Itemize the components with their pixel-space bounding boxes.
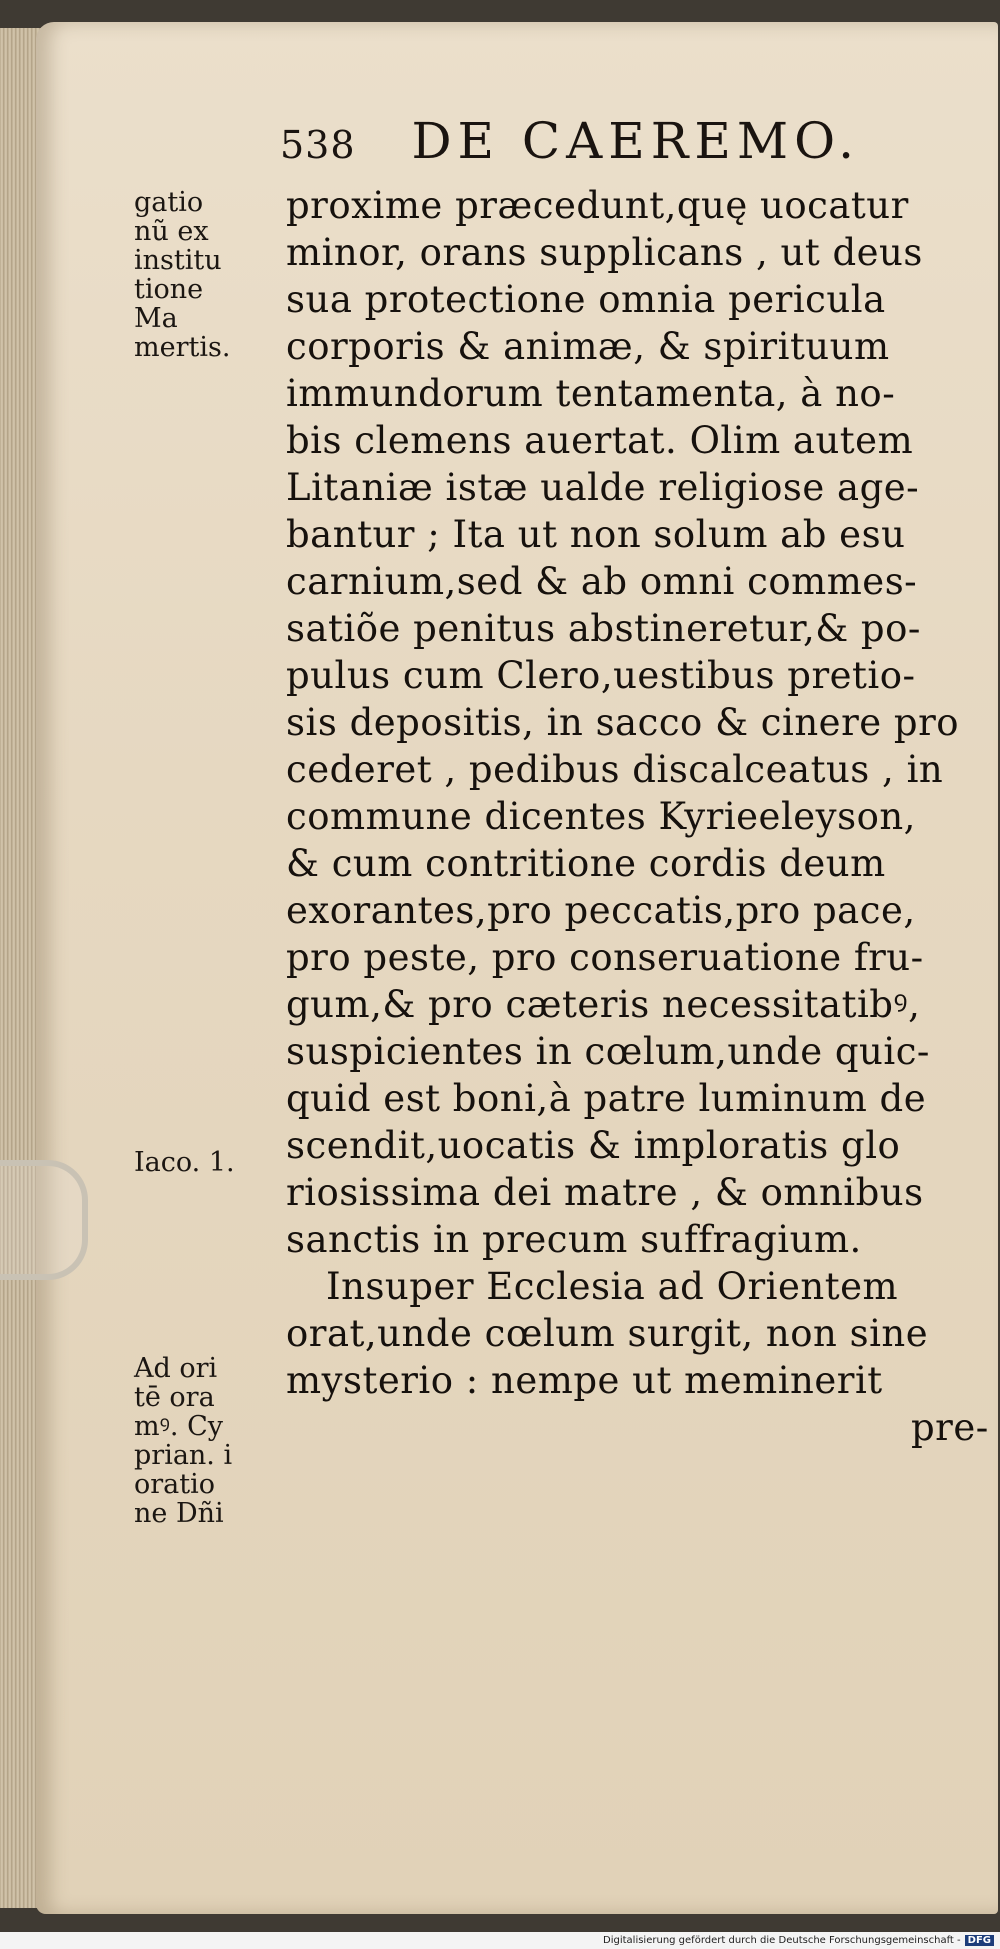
text-line: gum,& pro cæteris necessitatibꝰ, <box>286 983 921 1026</box>
text-line: Insuper Ecclesia ad Orientem <box>326 1265 899 1308</box>
page-number: 538 <box>280 123 356 167</box>
text-line: sis depositis, in sacco & cinere pro <box>286 701 960 744</box>
text-line: & cum contritione cordis deum <box>286 842 886 885</box>
margin-note: gatio nũ ex institu tione Ma mertis. <box>134 187 231 363</box>
text-line: commune dicentes Kyrieeleyson, <box>286 795 916 838</box>
text-line: sanctis in precum suffragium. <box>286 1218 862 1261</box>
text-line: orat,unde cœlum surgit, non sine <box>286 1312 929 1355</box>
dfg-badge: DFG <box>965 1935 994 1946</box>
text-line: bis clemens auertat. Olim autem <box>286 419 914 462</box>
text-line: minor, orans supplicans , ut deus <box>286 231 923 274</box>
text-line: immundorum tentamenta, à no- <box>286 372 896 415</box>
text-line: carnium,sed & ab omni commes- <box>286 560 918 603</box>
running-header <box>280 112 920 182</box>
book-clasp <box>0 1160 88 1280</box>
text-line: exorantes,pro peccatis,pro pace, <box>286 889 916 932</box>
digitization-footer <box>0 1932 1000 1949</box>
text-line: pro peste, pro conseruatione fru- <box>286 936 924 979</box>
text-line: mysterio : nempe ut meminerit <box>286 1359 883 1402</box>
text-line: riosissima dei matre , & omnibus <box>286 1171 924 1214</box>
text-line: satiõe penitus abstineretur,& po- <box>286 607 921 650</box>
margin-note: Ad ori tē ora mꝰ. Cy prian. i oratio ne Dñi <box>134 1353 233 1529</box>
margin-note: Iaco. 1. <box>134 1147 235 1178</box>
header-title: DE CAEREMO. <box>411 112 861 170</box>
text-line: suspicientes in cœlum,unde quic- <box>286 1030 930 1073</box>
text-line: bantur ; Ita ut non solum ab esu <box>286 513 906 556</box>
text-line: proxime præcedunt,quę uocatur <box>286 184 909 227</box>
text-line: quid est boni,à patre luminum de <box>286 1077 927 1120</box>
footer-text: Digitalisierung gefördert durch die Deutsche Forschungsgemeinschaft - <box>603 1935 961 1946</box>
text-line: cederet , pedibus discalceatus , in <box>286 748 944 791</box>
text-line: pulus cum Clero,uestibus pretio- <box>286 654 916 697</box>
text-line: Litaniæ istæ ualde religiose age- <box>286 466 920 509</box>
catchword: pre- <box>911 1406 989 1449</box>
text-line: scendit,uocatis & imploratis glo <box>286 1124 901 1167</box>
text-line: corporis & animæ, & spirituum <box>286 325 890 368</box>
text-line: sua protectione omnia pericula <box>286 278 886 321</box>
